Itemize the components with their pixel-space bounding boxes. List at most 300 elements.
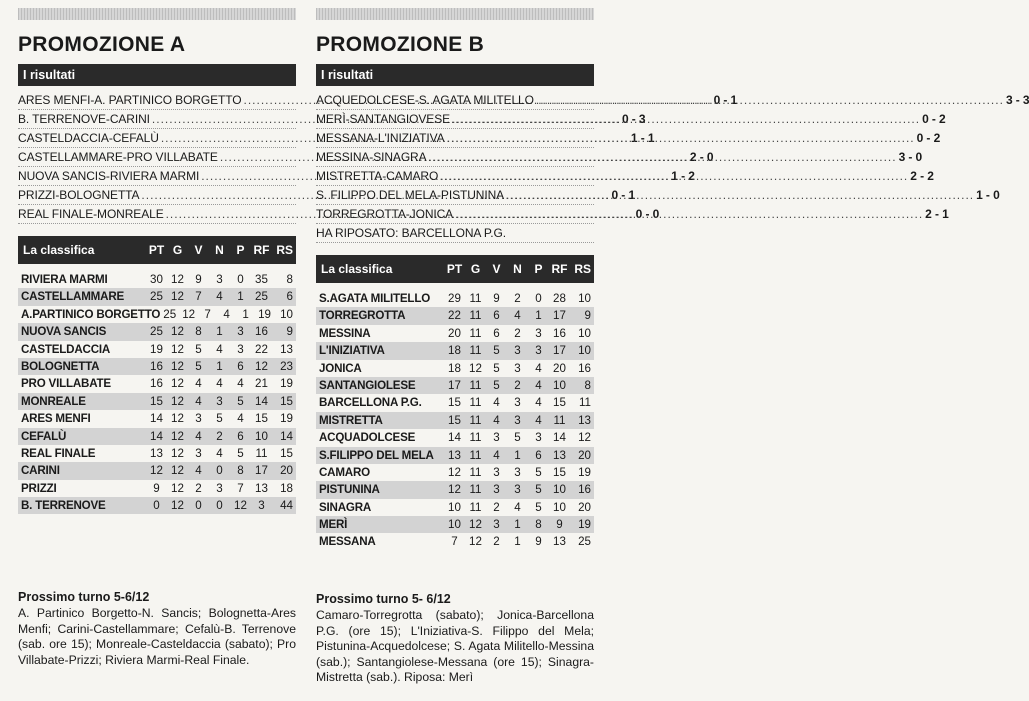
stat-g: 12 <box>469 518 482 532</box>
stat-rf: 21 <box>255 377 268 391</box>
result-score: 0 - 2 <box>916 131 941 145</box>
stat-rs: 15 <box>280 394 293 408</box>
stat-v: 4 <box>493 413 500 427</box>
stat-g: 11 <box>469 465 482 479</box>
stat-v: 2 <box>493 500 500 514</box>
stat-pt: 9 <box>153 481 160 495</box>
column-header: RF <box>551 262 568 276</box>
result-score: 1 - 1 <box>630 131 655 145</box>
stat-pt: 14 <box>150 429 163 443</box>
stat-rf: 13 <box>553 448 566 462</box>
stat-rs: 23 <box>280 359 293 373</box>
stat-pt: 29 <box>448 292 461 305</box>
stat-n: 0 <box>216 499 223 513</box>
stat-v: 9 <box>195 273 202 286</box>
result-score: 0 - 1 <box>611 188 636 202</box>
table-row <box>316 290 594 307</box>
leader-dots <box>508 224 592 242</box>
stat-rf: 10 <box>553 378 566 392</box>
stat-g: 12 <box>469 361 482 375</box>
team-name: B. TERRENOVE <box>21 499 106 513</box>
stat-rf: 17 <box>553 344 566 358</box>
stat-v: 2 <box>195 481 202 495</box>
table-row <box>316 325 594 342</box>
stat-n: 0 <box>216 464 223 478</box>
stat-g: 11 <box>469 378 482 392</box>
stat-n: 4 <box>223 307 230 321</box>
team-name: SANTANGIOLESE <box>319 378 416 392</box>
team-name: MESSANA <box>319 535 376 549</box>
stat-p: 4 <box>535 396 542 410</box>
column-header: PT <box>148 243 165 257</box>
stat-v: 6 <box>493 309 500 323</box>
stat-n: 5 <box>514 431 521 445</box>
stat-g: 11 <box>469 326 482 340</box>
team-name: PRO VILLABATE <box>21 377 111 391</box>
stat-rs: 10 <box>578 326 591 340</box>
stat-g: 12 <box>469 535 482 549</box>
stat-n: 1 <box>216 325 223 339</box>
stat-v: 7 <box>195 290 202 304</box>
stat-v: 7 <box>204 307 211 321</box>
stat-v: 6 <box>493 326 500 340</box>
stat-v: 5 <box>493 361 500 375</box>
table-row <box>316 360 594 377</box>
stat-rs: 16 <box>578 483 591 497</box>
stat-pt: 22 <box>448 309 461 323</box>
table-row <box>316 481 594 498</box>
result-score: 0 - 2 <box>922 112 946 126</box>
result-match: ACQUEDOLCESE-S. AGATA MILITELLO <box>316 93 534 107</box>
stat-v: 3 <box>195 412 202 426</box>
table-row <box>316 307 594 324</box>
next-round-title: Prossimo turno 5-6/12 <box>18 590 150 604</box>
stat-g: 12 <box>182 307 196 321</box>
stat-n: 3 <box>514 344 521 358</box>
result-match: S. FILIPPO DEL MELA-PISTUNINA <box>316 188 505 202</box>
stat-n: 4 <box>514 309 521 323</box>
table-row <box>316 516 594 533</box>
stat-p: 4 <box>535 361 542 375</box>
stat-v: 5 <box>195 359 202 373</box>
stat-n: 3 <box>514 413 521 427</box>
team-name: MISTRETTA <box>319 413 383 427</box>
stat-n: 3 <box>514 361 521 375</box>
stat-p: 4 <box>237 377 244 391</box>
table-row <box>316 533 594 550</box>
stat-rf: 14 <box>553 431 566 445</box>
stat-p: 5 <box>237 446 244 460</box>
stat-rf: 13 <box>553 535 566 549</box>
team-name: L'INIZIATIVA <box>319 344 385 358</box>
stat-rs: 11 <box>578 396 591 410</box>
stat-rf: 10 <box>553 500 566 514</box>
stat-rf: 10 <box>553 483 566 497</box>
stat-n: 3 <box>216 481 223 495</box>
stat-n: 1 <box>514 448 521 462</box>
stat-rs: 25 <box>578 535 591 549</box>
stat-g: 12 <box>171 481 184 495</box>
table-row <box>18 358 296 375</box>
stat-p: 3 <box>535 326 542 340</box>
stat-rs: 44 <box>280 499 293 513</box>
stat-rf: 16 <box>553 326 566 340</box>
standings-table <box>18 271 296 514</box>
stat-rs: 15 <box>280 446 293 460</box>
result-match: TORREGROTTA-JONICA <box>316 207 454 221</box>
stat-g: 11 <box>469 292 482 305</box>
table-row <box>316 377 594 394</box>
table-row <box>316 447 594 464</box>
result-score: 1 - 0 <box>976 188 1000 202</box>
stat-pt: 14 <box>150 412 163 426</box>
stat-rf: 14 <box>255 394 268 408</box>
stat-n: 4 <box>216 290 223 304</box>
stat-rf: 35 <box>255 273 268 286</box>
stat-g: 12 <box>171 273 184 286</box>
stat-p: 1 <box>237 290 244 304</box>
header-band <box>18 8 296 20</box>
stat-g: 11 <box>469 344 482 358</box>
column-header: PT <box>446 262 463 276</box>
stat-rs: 12 <box>578 431 591 445</box>
stat-rf: 20 <box>553 361 566 375</box>
stat-rs: 10 <box>280 307 293 321</box>
result-score: 2 - 0 <box>689 150 714 164</box>
stat-v: 4 <box>493 396 500 410</box>
stat-rf: 28 <box>553 292 566 305</box>
stat-rf: 16 <box>255 325 268 339</box>
stat-rf: 15 <box>553 465 566 479</box>
result-match: MERÌ-SANTANGIOVESE <box>316 112 450 126</box>
stat-rs: 16 <box>578 361 591 375</box>
stat-rs: 20 <box>280 464 293 478</box>
stat-n: 4 <box>514 500 521 514</box>
team-name: CASTELDACCIA <box>21 342 111 356</box>
column-header: N <box>513 262 522 276</box>
stat-v: 3 <box>195 446 202 460</box>
stat-rs: 10 <box>578 344 591 358</box>
stat-p: 3 <box>237 325 244 339</box>
stat-n: 3 <box>514 396 521 410</box>
stat-rf: 13 <box>255 481 268 495</box>
league-title: PROMOZIONE A <box>18 33 186 56</box>
table-row <box>316 394 594 411</box>
stat-pt: 25 <box>163 307 177 321</box>
table-row <box>316 429 594 446</box>
stat-pt: 16 <box>150 359 163 373</box>
stat-pt: 14 <box>448 431 461 445</box>
stat-p: 5 <box>237 394 244 408</box>
stat-rs: 8 <box>584 378 591 392</box>
stat-rs: 9 <box>584 309 591 323</box>
stat-p: 6 <box>237 359 244 373</box>
result-score: 0 - 3 <box>621 112 646 126</box>
stat-p: 9 <box>535 535 542 549</box>
stat-n: 2 <box>216 429 223 443</box>
team-name: MESSINA <box>319 326 371 340</box>
stat-g: 11 <box>469 413 482 427</box>
stat-pt: 16 <box>150 377 163 391</box>
team-name: RIVIERA MARMI <box>21 273 108 286</box>
table-row <box>316 342 594 359</box>
stat-rs: 19 <box>578 465 591 479</box>
result-match: REAL FINALE-MONREALE <box>18 207 164 221</box>
team-name: TORREGROTTA <box>319 309 406 323</box>
stat-p: 1 <box>242 307 249 321</box>
stat-v: 3 <box>493 518 500 532</box>
team-name: BOLOGNETTA <box>21 359 100 373</box>
team-name: CASTELLAMMARE <box>21 290 125 304</box>
table-row <box>18 306 296 323</box>
stat-pt: 7 <box>451 535 458 549</box>
next-round <box>18 588 296 668</box>
stat-n: 4 <box>216 342 223 356</box>
stat-n: 2 <box>514 292 521 305</box>
leader-dots <box>429 148 897 166</box>
column-header: V <box>194 243 203 257</box>
column-header: G <box>470 262 481 276</box>
team-name: BARCELLONA P.G. <box>319 396 422 410</box>
stat-v: 5 <box>195 342 202 356</box>
stat-rf: 15 <box>553 396 566 410</box>
stat-rs: 10 <box>578 292 591 305</box>
stat-rf: 17 <box>255 464 268 478</box>
stat-pt: 0 <box>153 499 160 513</box>
stat-v: 3 <box>493 431 500 445</box>
stat-g: 12 <box>171 499 184 513</box>
stat-rs: 13 <box>280 342 293 356</box>
stat-g: 12 <box>171 394 184 408</box>
stat-p: 0 <box>237 273 244 286</box>
stat-n: 1 <box>514 535 521 549</box>
stat-v: 4 <box>195 464 202 478</box>
table-row <box>18 428 296 445</box>
stat-n: 3 <box>514 465 521 479</box>
leader-dots <box>440 167 908 185</box>
stat-n: 2 <box>514 326 521 340</box>
stat-g: 12 <box>171 342 184 356</box>
leader-dots <box>506 186 974 204</box>
stat-rs: 20 <box>578 448 591 462</box>
stat-pt: 10 <box>448 500 461 514</box>
column-header: RF <box>253 243 270 257</box>
stat-pt: 12 <box>448 483 461 497</box>
stat-rf: 3 <box>258 499 265 513</box>
result-match: MISTRETTA-CAMARO <box>316 169 439 183</box>
header-band <box>316 8 594 20</box>
stat-p: 8 <box>237 464 244 478</box>
team-name: PRIZZI <box>21 481 57 495</box>
column-header: P <box>534 262 543 276</box>
standings-header <box>18 236 296 264</box>
stat-g: 11 <box>469 431 482 445</box>
stat-pt: 30 <box>150 273 163 286</box>
stat-pt: 13 <box>150 446 163 460</box>
stat-p: 12 <box>234 499 247 513</box>
stat-p: 4 <box>535 413 542 427</box>
stat-pt: 18 <box>448 361 461 375</box>
team-name: CEFALÙ <box>21 429 67 443</box>
stat-g: 11 <box>469 396 482 410</box>
stat-rs: 19 <box>578 518 591 532</box>
stat-g: 12 <box>171 359 184 373</box>
team-name: S.FILIPPO DEL MELA <box>319 448 434 462</box>
table-row <box>18 410 296 427</box>
stat-p: 3 <box>237 342 244 356</box>
stat-p: 5 <box>535 500 542 514</box>
stat-p: 4 <box>237 412 244 426</box>
results-heading: I risultati <box>316 64 594 86</box>
stat-pt: 15 <box>448 413 461 427</box>
stat-rs: 9 <box>286 325 293 339</box>
stat-rf: 9 <box>556 518 563 532</box>
result-score: 2 - 2 <box>910 169 934 183</box>
stat-rf: 25 <box>255 290 268 304</box>
column-header: RS <box>276 243 293 257</box>
stat-g: 12 <box>171 429 184 443</box>
stat-n: 4 <box>216 377 223 391</box>
table-row <box>316 499 594 516</box>
team-name: JONICA <box>319 361 362 375</box>
stat-p: 6 <box>535 448 542 462</box>
stat-g: 11 <box>469 483 482 497</box>
leader-dots <box>452 110 920 128</box>
next-round <box>316 590 594 686</box>
result-score: 1 - 2 <box>671 169 695 183</box>
stat-n: 3 <box>216 273 223 286</box>
stat-v: 4 <box>195 377 202 391</box>
standings-heading: La classifica <box>321 262 393 276</box>
stat-v: 9 <box>493 292 500 305</box>
standings-table <box>316 290 594 551</box>
stat-v: 5 <box>493 378 500 392</box>
standings-heading: La classifica <box>23 243 95 257</box>
stat-pt: 20 <box>448 326 461 340</box>
stat-g: 11 <box>469 500 482 514</box>
result-score: 2 - 1 <box>925 207 949 221</box>
stat-g: 11 <box>469 309 482 323</box>
stat-g: 12 <box>171 290 184 304</box>
stat-g: 11 <box>469 448 482 462</box>
column-header: G <box>172 243 183 257</box>
stat-v: 4 <box>195 429 202 443</box>
result-score: 3 - 3 <box>1005 93 1029 107</box>
stat-pt: 25 <box>150 290 163 304</box>
stat-p: 8 <box>535 518 542 532</box>
table-row <box>18 375 296 392</box>
stat-pt: 17 <box>448 378 461 392</box>
result-row <box>316 224 594 243</box>
result-match: ARES MENFI-A. PARTINICO BORGETTO <box>18 93 242 107</box>
team-name: NUOVA SANCIS <box>21 325 107 339</box>
next-round-fixtures: Camaro-Torregrotta (sabato); Jonica-Barcellona P.G. (ore 15); L'Iniziativa-S. Filippo del Mela; Pistunina-Acquedolcese; S. Agata Militello-Messina (sab.); Santangiolese-Messana (ore 15); Sinagra-Mistretta (sab.). Riposa: Merì <box>316 608 594 684</box>
table-row <box>18 462 296 479</box>
stat-pt: 12 <box>448 465 461 479</box>
table-row <box>18 271 296 288</box>
result-match: NUOVA SANCIS-RIVIERA MARMI <box>18 169 200 183</box>
stat-pt: 19 <box>150 342 163 356</box>
stat-v: 0 <box>195 499 202 513</box>
stat-pt: 15 <box>150 394 163 408</box>
stat-rs: 6 <box>286 290 293 304</box>
table-row <box>316 412 594 429</box>
team-name: ARES MENFI <box>21 412 91 426</box>
result-match: CASTELLAMMARE-PRO VILLABATE <box>18 150 218 164</box>
stat-n: 4 <box>216 446 223 460</box>
stat-rs: 8 <box>286 273 293 286</box>
table-row <box>18 323 296 340</box>
stat-n: 1 <box>216 359 223 373</box>
leader-dots <box>536 91 1004 109</box>
stat-v: 2 <box>493 535 500 549</box>
leader-dots <box>447 129 915 147</box>
stat-p: 1 <box>535 309 542 323</box>
stat-pt: 13 <box>448 448 461 462</box>
table-row <box>18 445 296 462</box>
column-header: RS <box>574 262 591 276</box>
team-name: MERÌ <box>319 518 348 532</box>
team-name: A.PARTINICO BORGETTO <box>21 307 161 321</box>
table-row <box>18 497 296 514</box>
result-score: 0 - 0 <box>635 207 660 221</box>
stat-g: 12 <box>171 325 184 339</box>
team-name: PISTUNINA <box>319 483 380 497</box>
next-round-title: Prossimo turno 5- 6/12 <box>316 592 451 606</box>
stat-rs: 19 <box>280 412 293 426</box>
stat-g: 12 <box>171 412 184 426</box>
team-name: REAL FINALE <box>21 446 96 460</box>
column-header: N <box>215 243 224 257</box>
stat-rs: 19 <box>280 377 293 391</box>
team-name: MONREALE <box>21 394 86 408</box>
stat-v: 4 <box>195 394 202 408</box>
stat-n: 3 <box>514 483 521 497</box>
stat-n: 1 <box>514 518 521 532</box>
team-name: CARINI <box>21 464 60 478</box>
stat-v: 3 <box>493 465 500 479</box>
stat-p: 7 <box>237 481 244 495</box>
results-heading: I risultati <box>18 64 296 86</box>
stat-rf: 15 <box>255 412 268 426</box>
stat-p: 3 <box>535 344 542 358</box>
stat-pt: 15 <box>448 396 461 410</box>
result-score: 3 - 0 <box>898 150 923 164</box>
team-name: SINAGRA <box>319 500 372 514</box>
stat-v: 5 <box>493 344 500 358</box>
result-match: PRIZZI-BOLOGNETTA <box>18 188 140 202</box>
table-row <box>18 288 296 305</box>
stat-rs: 14 <box>280 429 293 443</box>
stat-p: 4 <box>535 378 542 392</box>
stat-pt: 12 <box>150 464 163 478</box>
stat-p: 5 <box>535 483 542 497</box>
league-title: PROMOZIONE B <box>316 33 485 56</box>
stat-pt: 25 <box>150 325 163 339</box>
table-row <box>18 480 296 497</box>
stat-p: 0 <box>535 292 542 305</box>
stat-rf: 10 <box>255 429 268 443</box>
team-name: S.AGATA MILITELLO <box>319 292 431 305</box>
column-header: P <box>236 243 245 257</box>
stat-n: 3 <box>216 394 223 408</box>
stat-rf: 11 <box>255 446 268 460</box>
result-match: B. TERRENOVE-CARINI <box>18 112 150 126</box>
result-score: 0 - 1 <box>713 93 738 107</box>
table-row <box>18 341 296 358</box>
stat-rf: 17 <box>553 309 566 323</box>
column-header: V <box>492 262 501 276</box>
